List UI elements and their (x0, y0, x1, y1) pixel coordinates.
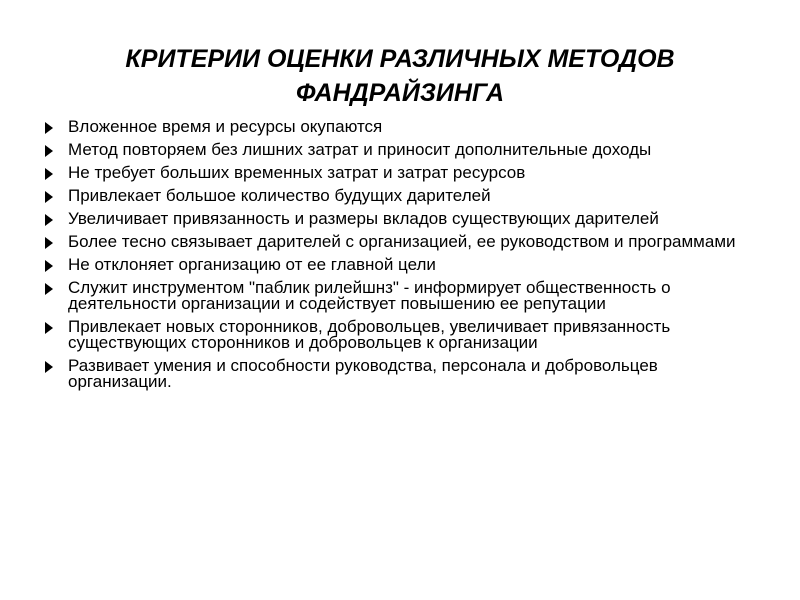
bullet-text: Не отклоняет организацию от ее главной цели (68, 255, 436, 274)
bullet-text: Привлекает новых сторонников, добровольцев, увеличивает привязанность существующих сторонников и добровольцев к организации (68, 317, 671, 352)
bullet-arrow-icon (45, 260, 53, 272)
bullet-item (44, 358, 744, 390)
bullet-arrow-icon (45, 214, 53, 226)
bullet-item (44, 234, 744, 250)
bullet-item (44, 211, 744, 227)
bullet-item (44, 319, 744, 351)
bullet-arrow-icon (45, 322, 53, 334)
bullet-arrow-icon (45, 361, 53, 373)
bullet-text: Вложенное время и ресурсы окупаются (68, 117, 383, 136)
bullet-text: Метод повторяем без лишних затрат и приносит дополнительные доходы (68, 140, 652, 159)
bullet-arrow-icon (45, 168, 53, 180)
bullet-text: Увеличивает привязанность и размеры вкладов существующих дарителей (68, 209, 659, 228)
bullet-item (44, 142, 744, 158)
bullet-text: Более тесно связывает дарителей с организацией, ее руководством и программами (68, 232, 736, 251)
bullet-text: Развивает умения и способности руководства, персонала и добровольцев организации. (68, 356, 658, 391)
bullet-arrow-icon (45, 145, 53, 157)
bullet-item (44, 119, 744, 135)
bullet-arrow-icon (45, 191, 53, 203)
bullet-item (44, 188, 744, 204)
bullet-text: Привлекает большое количество будущих дарителей (68, 186, 491, 205)
bullet-text: Служит инструментом "паблик рилейшнз" - информирует общественность о деятельности организации и содействует повышению ее репутации (68, 278, 671, 313)
slide-title: КРИТЕРИИ ОЦЕНКИ РАЗЛИЧНЫХ МЕТОДОВ ФАНДРАЙЗИНГА (125, 45, 675, 107)
bullet-item (44, 165, 744, 181)
bullet-item (44, 257, 744, 273)
bullet-text: Не требует больших временных затрат и затрат ресурсов (68, 163, 526, 182)
bullet-arrow-icon (45, 283, 53, 295)
bullet-list (44, 119, 744, 397)
bullet-item (44, 280, 744, 312)
bullet-arrow-icon (45, 237, 53, 249)
bullet-arrow-icon (45, 122, 53, 134)
